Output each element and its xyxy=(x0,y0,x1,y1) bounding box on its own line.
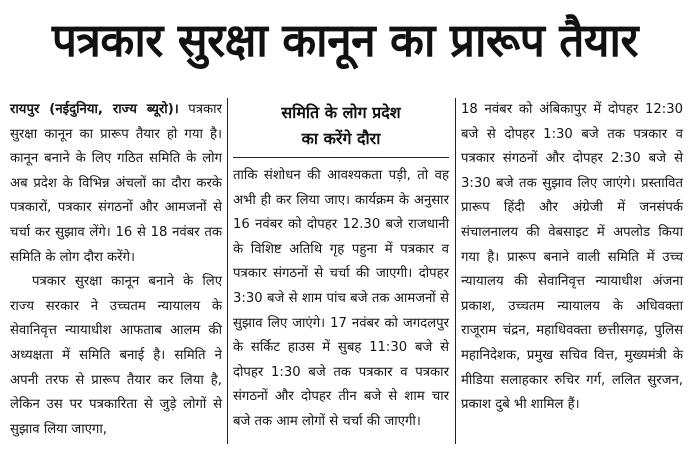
headline: पत्रकार सुरक्षा कानून का प्रारूप तैयार xyxy=(51,13,639,67)
subheading-line-2: का करेंगे दौरा xyxy=(301,129,381,148)
dateline-text: रायपुर (नईदुनिया, राज्य ब्यूरो)। xyxy=(10,102,179,117)
article-column-2 xyxy=(233,164,449,435)
column1-paragraph-1: पत्रकार सुरक्षा कानून का प्रारूप तैयार हो गया है। कानून बनाने के लिए गठित समिति के लोग अब प्रदेश के विभिन्न अंचलों का दौरा करके पत्रकारों, पत्रकार संगठनों और आमजनों से चर्चा कर सुझाव लेंगे। 16 से 18 नवंबर तक समिति के लोग दौरा करेंगे। xyxy=(10,102,222,265)
column-divider-2 xyxy=(455,98,456,444)
column3-paragraph-1: 18 नवंबर को अंबिकापुर में दोपहर 12:30 बजे से दोपहर 1:30 बजे तक पत्रकार व पत्रकार संगठनों और दोपहर 2:30 बजे से 3:30 बजे तक सुझाव लिए जाएंगे। प्रस्तावित प्रारूप हिंदी और अंग्रेजी में जनसंपर्क संचालनालय की वेबसाइट में अपलोड किया गया है। प्रारूप बनाने वाली समिति में उच्च न्यायालय की सेवानिवृत्त न्यायाधीश अंजना प्रकाश, उच्चतम न्यायालय के अधिवक्ता राजूराम चंद्रन, महाधिवक्ता छत्तीसगढ़, पुलिस महानिदेशक, प्रमुख सचिव वित्त, मुख्यमंत्री के मीडिया सलाहकार रुचिर गर्ग, ललित सुरजन, प्रकाश दुबे भी शामिल हैं। xyxy=(461,102,683,413)
column1-paragraph-2: पत्रकार सुरक्षा कानून बनाने के लिए राज्य सरकार ने उच्चतम न्यायालय के सेवानिवृत्त न्यायाधीश आफताब आलम की अध्यक्षता में समिति बनाई है। समिति ने अपनी तरफ से प्रारूप तैयार कर लिया है, लेकिन उस पर पत्रकारिता से जुड़े लोगों से सुझाव लिया जाएगा, xyxy=(10,274,222,437)
subheading xyxy=(233,98,449,158)
article-column-3 xyxy=(461,98,683,418)
column-divider-1 xyxy=(227,98,228,444)
dateline xyxy=(10,98,222,270)
article-column-1 xyxy=(10,98,222,442)
subheading-line-1: समिति के लोग प्रदेश xyxy=(281,103,401,122)
column2-paragraph-1: ताकि संशोधन की आवश्यकता पड़ी, तो वह अभी ही कर लिया जाए। कार्यक्रम के अनुसार 16 नवंबर को दोपहर 12.30 बजे राजधानी के विशिष्ट अतिथि गृह पहुना में पत्रकार व पत्रकार संगठनों से चर्चा की जाएगी। दोपहर 3:30 बजे से शाम पांच बजे तक आमजनों से सुझाव लिए जाएंगे। 17 नवंबर को जगदलपुर के सर्किट हाउस में सुबह 11:30 बजे से दोपहर 1:30 बजे तक पत्रकार व पत्रकार संगठनों और दोपहर तीन बजे से शाम चार बजे तक आम लोगों से चर्चा की जाएगी। xyxy=(233,168,449,429)
